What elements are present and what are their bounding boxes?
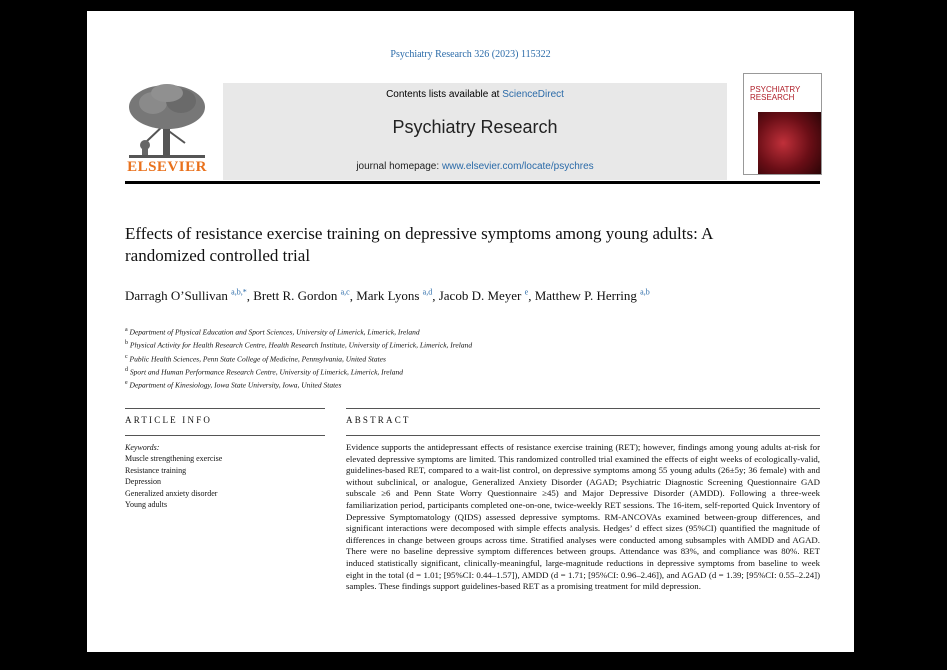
affiliation-mark: a [125,327,128,333]
cover-artwork [758,112,821,174]
author-affiliation-marks[interactable]: a,d [422,288,433,297]
affiliation-item [125,352,725,365]
paper-page [87,11,854,652]
keyword: Resistance training [125,465,187,475]
keyword: Generalized anxiety disorder [125,488,218,498]
homepage-line [223,161,727,172]
affiliation-item [125,325,725,338]
author-affiliation-marks[interactable]: a,c [340,288,350,297]
cover-title [750,86,800,102]
author-affiliation-marks[interactable]: a,b [640,288,650,297]
article-title: Effects of resistance exercise training on depressive symptoms among young adults: A randomized controlled trial [125,224,713,265]
author[interactable] [535,288,650,303]
affiliations [125,325,725,391]
abstract-bottom-rule [346,435,820,436]
journal-banner [223,83,727,180]
elsevier-wordmark: ELSEVIER [127,159,207,175]
abstract-body: Evidence supports the antidepressant effects of resistance exercise training (RET); however, findings among young adults at-risk for elevated depressive symptoms are limited. This randomized controlled trial examined the effects of eight weeks of ecologically-valid, guidelines-based RET, compared to a wait-list control, on depressive symptoms among 55 young adults (26±5y; 36 female) with and without subclinical, or analogue, Generalized Anxiety Disorder (AGAD; Psychiatric Diagnostic Screening Questionnaire GAD subscale ≥6 and Penn State Worry Questionnaire ≥45) and Major Depressive Disorder (AMDD). Following a three-week familiarization period, participants completed one-on-one, twice-weekly RET sessions. The 16-item, self-reported Quick Inventory of Depressive Symptomatology (QIDS) assessed depressive symptoms. RM-ANCOVAs examined between-group differences, and significant interactions were decomposed with simple effects analysis. Hedges’ d effect sizes (95%CI) quantified the magnitude of differences in change between groups across time. Stratified analyses were conducted among subsamples with AMDD and AGAD. There were no baseline depressive symptom differences between groups. Attendance was 83%, and compliance was 80%. RET induced statistically significant, clinically-meaningful, large-magnitude reductions in depressive symptoms from baseline to week eight in the total (d = 1.01; [95%CI: 0.44–1.57]), AMDD (d = 1.71; [95%CI: 0.96–2.46]), and AGAD (d = 1.39; [95%CI: 0.55–2.24]) samples. These findings support guidelines-based RET as a promising treatment for mild depression. [346,442,820,592]
affiliation-mark: e [125,380,128,387]
author-list [125,283,725,305]
homepage-prefix: journal homepage: [356,161,442,172]
article-info-bottom-rule [125,435,325,436]
author-affiliation-marks[interactable]: a,b,* [231,288,247,297]
sciencedirect-link[interactable]: ScienceDirect [502,89,564,100]
affiliation-text: Department of Kinesiology, Iowa State University, Iowa, United States [129,380,342,390]
journal-title: Psychiatry Research [392,117,558,137]
article-info-heading: ARTICLE INFO [125,415,213,425]
affiliation-item [125,338,725,351]
keywords-label: Keywords: [125,443,160,452]
author-separator: , [432,288,439,304]
abstract-top-rule [346,408,820,409]
author-name: Brett R. Gordon [253,288,338,304]
author-affiliation-marks[interactable]: e [524,288,529,297]
affiliation-text: Department of Physical Education and Sport Sciences, University of Limerick, Limerick, Ireland [129,327,420,337]
author[interactable] [356,288,432,303]
affiliation-item [125,365,725,378]
author[interactable] [125,288,247,303]
journal-citation[interactable]: Psychiatry Research 326 (2023) 115322 [390,49,551,60]
affiliation-item [125,378,725,391]
cover-title-line-1: PSYCHIATRY [750,85,801,94]
keyword: Depression [125,477,161,486]
affiliation-text: Physical Activity for Health Research Centre, Health Research Institute, University of Limerick, Limerick, Ireland [129,340,473,350]
author-name: Darragh O’Sullivan [125,288,228,304]
affiliation-mark: b [125,340,128,347]
article-info-top-rule [125,408,325,409]
journal-homepage-link[interactable]: www.elsevier.com/locate/psychres [441,161,594,172]
keywords-list [125,453,222,511]
abstract-heading: ABSTRACT [346,415,411,425]
affiliation-text: Sport and Human Performance Research Centre, University of Limerick, Limerick, Ireland [129,367,403,377]
author-name: Jacob D. Meyer [438,288,522,304]
author-separator: , [246,288,254,304]
author-separator: , [349,288,357,304]
author-separator: , [528,288,535,304]
affiliation-text: Public Health Sciences, Penn State College of Medicine, Pennsylvania, United States [129,354,386,364]
contents-prefix: Contents lists available at [386,89,503,100]
author-name: Mark Lyons [356,288,420,304]
affiliation-mark: c [125,353,128,360]
keyword: Muscle strengthening exercise [125,454,223,463]
cover-title-line-2: RESEARCH [750,93,795,102]
affiliation-mark: d [125,366,128,373]
keyword: Young adults [125,500,168,509]
author-name: Matthew P. Herring [534,288,637,304]
contents-line [223,89,727,100]
journal-cover-thumbnail [743,73,822,175]
header-divider [125,181,820,184]
author[interactable] [439,288,528,303]
author[interactable] [253,288,350,303]
